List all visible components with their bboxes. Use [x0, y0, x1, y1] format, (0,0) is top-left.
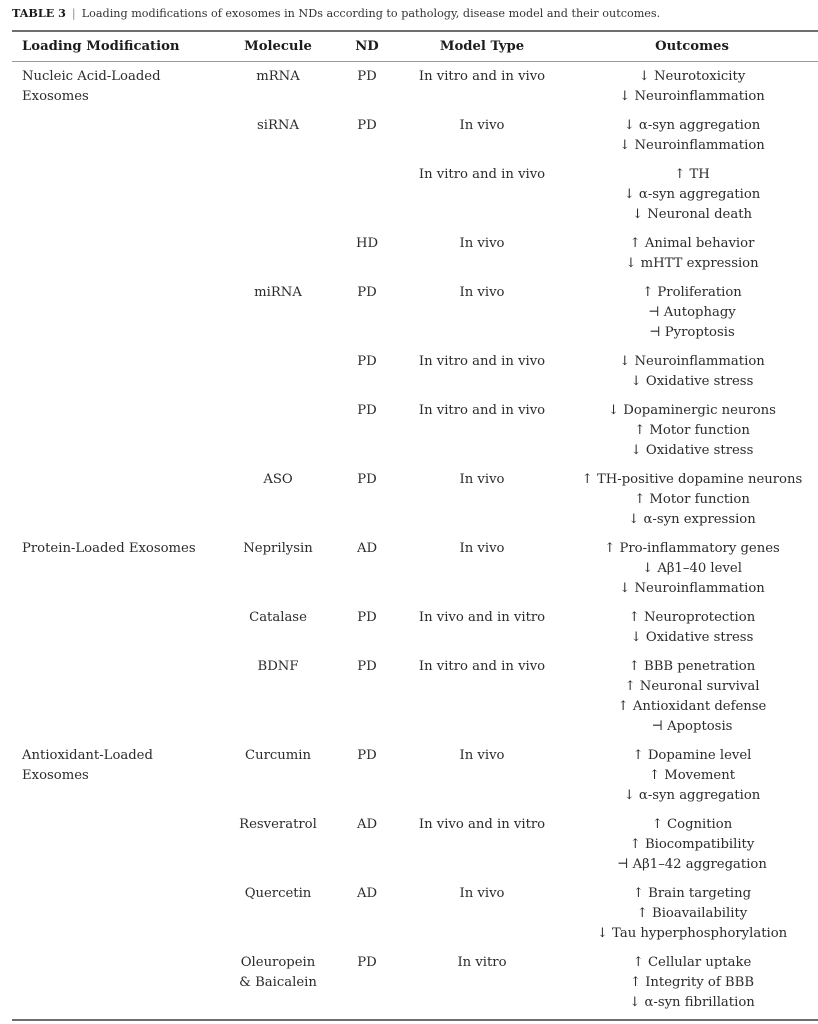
- cell-nd: [336, 394, 398, 463]
- cell-molecule: [220, 739, 336, 808]
- cell-molecule: [220, 532, 336, 601]
- cell-model-type: [398, 227, 566, 276]
- cell-model-type: [398, 946, 566, 1020]
- table-row: [12, 946, 818, 1020]
- outcome-item: ↓ Neuroinflammation: [619, 138, 765, 153]
- outcome-item: ↓ mHTT expression: [625, 256, 759, 271]
- data-table: [12, 30, 818, 1021]
- header-nd: ND: [336, 31, 398, 62]
- cell-loading-modification: [12, 601, 220, 650]
- cell-molecule: [220, 650, 336, 739]
- cell-loading-modification: [12, 62, 220, 110]
- cell-outcomes: [566, 877, 818, 946]
- cell-model-type: [398, 345, 566, 394]
- table-row: [12, 276, 818, 345]
- outcome-item: ↑ Brain targeting: [632, 886, 752, 901]
- table-row: [12, 227, 818, 276]
- cell-nd: [336, 227, 398, 276]
- cell-nd-text: PD: [357, 354, 377, 369]
- outcome-item: ↑ Antioxidant defense: [617, 699, 767, 714]
- cell-model-type: [398, 808, 566, 877]
- cell-model-type-text: In vivo and in vitro: [418, 817, 546, 832]
- cell-molecule-line: & Baicalein: [239, 975, 317, 990]
- cell-loading-modification-line: Exosomes: [22, 768, 89, 783]
- cell-nd-text: PD: [357, 610, 377, 625]
- cell-model-type-text: In vivo: [459, 472, 505, 487]
- cell-model-type: [398, 877, 566, 946]
- cell-nd: [336, 276, 398, 345]
- outcome-item: ↑ Motor function: [634, 492, 750, 507]
- outcome-item: ↓ Oxidative stress: [630, 374, 754, 389]
- cell-loading-modification: [12, 877, 220, 946]
- cell-loading-modification-line: Exosomes: [22, 89, 89, 104]
- cell-loading-modification: [12, 808, 220, 877]
- cell-loading-modification: [12, 739, 220, 808]
- outcome-item: ↑ BBB penetration: [628, 659, 756, 674]
- cell-molecule-line: Curcumin: [245, 748, 311, 763]
- outcome-item: ↑ Animal behavior: [629, 236, 755, 251]
- outcome-item: ⊣ Pyroptosis: [649, 325, 735, 340]
- cell-nd-text: PD: [357, 955, 377, 970]
- outcome-item: ↑ Biocompatibility: [629, 837, 755, 852]
- table-row: [12, 650, 818, 739]
- cell-molecule: [220, 877, 336, 946]
- outcome-item: ↑ TH: [674, 167, 710, 182]
- cell-outcomes: [566, 345, 818, 394]
- cell-model-type: [398, 739, 566, 808]
- cell-model-type-text: In vivo: [459, 886, 505, 901]
- table-row: [12, 877, 818, 946]
- table-caption: [12, 6, 660, 20]
- cell-loading-modification-line: Nucleic Acid-Loaded: [22, 69, 161, 84]
- table-row: [12, 532, 818, 601]
- outcome-item: ↓ Aβ1–40 level: [642, 561, 742, 576]
- cell-outcomes: [566, 394, 818, 463]
- cell-loading-modification: [12, 463, 220, 532]
- cell-molecule: [220, 394, 336, 463]
- cell-nd-text: PD: [357, 403, 377, 418]
- cell-nd: [336, 650, 398, 739]
- cell-molecule-line: ASO: [263, 472, 293, 487]
- cell-molecule: [220, 276, 336, 345]
- cell-loading-modification: [12, 345, 220, 394]
- cell-loading-modification: [12, 394, 220, 463]
- cell-molecule: [220, 808, 336, 877]
- cell-outcomes: [566, 946, 818, 1020]
- outcome-item: ↑ Cellular uptake: [632, 955, 752, 970]
- cell-outcomes: [566, 532, 818, 601]
- cell-nd: [336, 532, 398, 601]
- cell-molecule-line: Quercetin: [244, 886, 312, 901]
- cell-outcomes: [566, 808, 818, 877]
- cell-molecule: [220, 463, 336, 532]
- cell-model-type-text: In vivo and in vitro: [418, 610, 546, 625]
- cell-model-type-text: In vivo: [459, 541, 505, 556]
- outcome-item: ↑ Proliferation: [642, 285, 742, 300]
- cell-molecule-line: miRNA: [254, 285, 302, 300]
- cell-model-type-text: In vivo: [459, 748, 505, 763]
- cell-nd-text: PD: [357, 472, 377, 487]
- cell-model-type-text: In vivo: [459, 285, 505, 300]
- cell-outcomes: [566, 739, 818, 808]
- table-row: [12, 601, 818, 650]
- outcome-item: ↓ Oxidative stress: [630, 630, 754, 645]
- cell-nd: [336, 62, 398, 110]
- cell-model-type-text: In vitro and in vivo: [418, 659, 546, 674]
- cell-molecule-line: Oleuropein: [240, 955, 316, 970]
- outcome-item: ↓ Neurotoxicity: [638, 69, 746, 84]
- cell-molecule-line: Catalase: [249, 610, 307, 625]
- cell-nd: [336, 739, 398, 808]
- cell-loading-modification-line: Antioxidant-Loaded: [22, 748, 153, 763]
- table-container: [12, 30, 818, 1021]
- outcome-item: ↑ Bioavailability: [636, 906, 748, 921]
- cell-model-type: [398, 463, 566, 532]
- cell-molecule: [220, 946, 336, 1020]
- cell-loading-modification: [12, 227, 220, 276]
- outcome-item: ↑ Movement: [648, 768, 736, 783]
- cell-model-type: [398, 394, 566, 463]
- outcome-item: ↑ Cognition: [651, 817, 733, 832]
- cell-model-type: [398, 601, 566, 650]
- cell-model-type: [398, 276, 566, 345]
- cell-molecule: [220, 601, 336, 650]
- cell-nd-text: PD: [357, 748, 377, 763]
- outcome-item: ↓ α-syn expression: [628, 512, 756, 527]
- cell-outcomes: [566, 463, 818, 532]
- outcome-item: ↑ Pro-inflammatory genes: [604, 541, 780, 556]
- cell-nd: [336, 601, 398, 650]
- cell-loading-modification: [12, 650, 220, 739]
- cell-nd-text: AD: [356, 817, 378, 832]
- cell-nd-text: HD: [355, 236, 379, 251]
- cell-nd-text: AD: [356, 886, 378, 901]
- outcome-item: ↓ α-syn fibrillation: [629, 995, 755, 1010]
- table-row: [12, 109, 818, 158]
- cell-molecule-line: siRNA: [257, 118, 299, 133]
- outcome-item: ↓ α-syn aggregation: [623, 118, 761, 133]
- outcome-item: ↑ TH-positive dopamine neurons: [581, 472, 803, 487]
- outcome-item: ↑ Neuroprotection: [628, 610, 756, 625]
- cell-model-type-text: In vivo: [459, 118, 505, 133]
- cell-molecule: [220, 158, 336, 227]
- header-loading-modification: Loading Modification: [12, 31, 220, 62]
- cell-model-type: [398, 62, 566, 110]
- outcome-item: ⊣ Aβ1–42 aggregation: [617, 857, 767, 872]
- cell-molecule: [220, 62, 336, 110]
- outcome-item: ↓ Neuroinflammation: [619, 581, 765, 596]
- table-body: [12, 62, 818, 1021]
- cell-nd-text: PD: [357, 285, 377, 300]
- table-label: TABLE 3: [12, 6, 66, 20]
- caption-separator: |: [71, 7, 76, 20]
- outcome-item: ↑ Dopamine level: [632, 748, 752, 763]
- outcome-item: ↑ Integrity of BBB: [629, 975, 755, 990]
- cell-molecule: [220, 109, 336, 158]
- cell-loading-modification: [12, 158, 220, 227]
- header-row: [12, 31, 818, 62]
- cell-molecule: [220, 345, 336, 394]
- cell-outcomes: [566, 601, 818, 650]
- cell-model-type-text: In vitro and in vivo: [418, 69, 546, 84]
- cell-nd-text: PD: [357, 659, 377, 674]
- cell-loading-modification: [12, 946, 220, 1020]
- cell-model-type-text: In vitro and in vivo: [418, 354, 546, 369]
- cell-loading-modification: [12, 532, 220, 601]
- outcome-item: ⊣ Apoptosis: [651, 719, 733, 734]
- outcome-item: ↓ Dopaminergic neurons: [608, 403, 776, 418]
- table-row: [12, 739, 818, 808]
- outcome-item: ↓ Neuronal death: [632, 207, 752, 222]
- cell-molecule-line: mRNA: [256, 69, 300, 84]
- table-row: [12, 463, 818, 532]
- caption-text: Loading modifications of exosomes in NDs according to pathology, disease model and their outcomes.: [81, 7, 661, 20]
- cell-molecule: [220, 227, 336, 276]
- cell-loading-modification-line: Protein-Loaded Exosomes: [22, 541, 196, 556]
- cell-outcomes: [566, 276, 818, 345]
- cell-outcomes: [566, 158, 818, 227]
- outcome-item: ↓ α-syn aggregation: [623, 788, 761, 803]
- table-row: [12, 345, 818, 394]
- cell-nd: [336, 808, 398, 877]
- cell-molecule-line: Resveratrol: [239, 817, 317, 832]
- cell-nd: [336, 109, 398, 158]
- outcome-item: ↓ Neuroinflammation: [619, 89, 765, 104]
- outcome-item: ↓ Oxidative stress: [630, 443, 754, 458]
- table-row: [12, 808, 818, 877]
- table-row: [12, 394, 818, 463]
- cell-outcomes: [566, 650, 818, 739]
- cell-model-type-text: In vivo: [459, 236, 505, 251]
- cell-model-type-text: In vitro: [457, 955, 507, 970]
- cell-model-type: [398, 109, 566, 158]
- cell-outcomes: [566, 109, 818, 158]
- cell-outcomes: [566, 62, 818, 110]
- outcome-item: ↓ Tau hyperphosphorylation: [596, 926, 788, 941]
- header-outcomes: Outcomes: [566, 31, 818, 62]
- cell-model-type-text: In vitro and in vivo: [418, 403, 546, 418]
- outcome-item: ↑ Neuronal survival: [624, 679, 760, 694]
- cell-model-type-text: In vitro and in vivo: [418, 167, 546, 182]
- cell-nd: [336, 946, 398, 1020]
- cell-nd: [336, 463, 398, 532]
- cell-nd: [336, 158, 398, 227]
- outcome-item: ↓ Neuroinflammation: [619, 354, 765, 369]
- cell-model-type: [398, 532, 566, 601]
- cell-molecule-line: BDNF: [257, 659, 299, 674]
- cell-nd-text: PD: [357, 69, 377, 84]
- cell-loading-modification: [12, 109, 220, 158]
- cell-nd-text: AD: [356, 541, 378, 556]
- outcome-item: ⊣ Autophagy: [648, 305, 736, 320]
- cell-nd: [336, 877, 398, 946]
- cell-outcomes: [566, 227, 818, 276]
- header-molecule: Molecule: [220, 31, 336, 62]
- table-row: [12, 158, 818, 227]
- cell-nd: [336, 345, 398, 394]
- cell-molecule-line: Neprilysin: [243, 541, 313, 556]
- cell-model-type: [398, 650, 566, 739]
- outcome-item: ↓ α-syn aggregation: [623, 187, 761, 202]
- outcome-item: ↑ Motor function: [634, 423, 750, 438]
- header-model-type: Model Type: [398, 31, 566, 62]
- cell-nd-text: PD: [357, 118, 377, 133]
- cell-loading-modification: [12, 276, 220, 345]
- cell-model-type: [398, 158, 566, 227]
- table-row: [12, 62, 818, 110]
